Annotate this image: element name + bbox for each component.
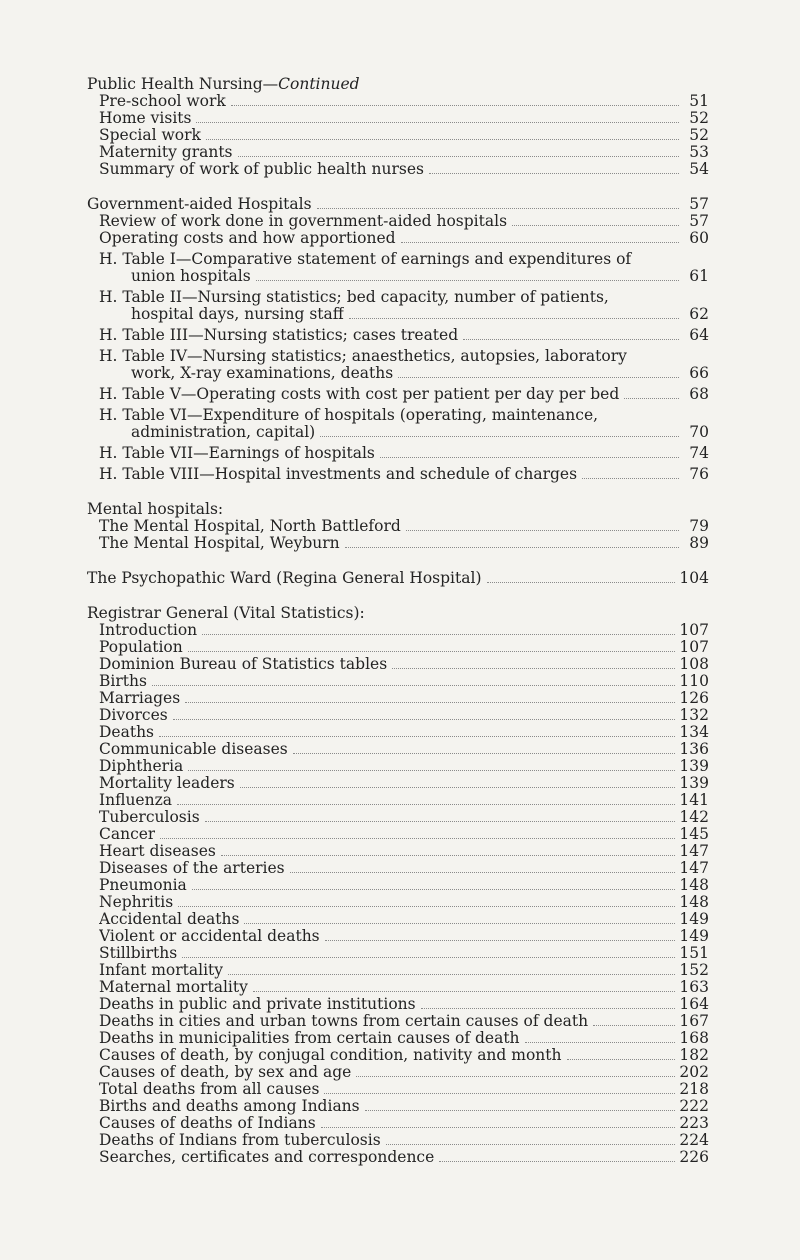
dot-leader bbox=[185, 701, 675, 703]
page-number: 139 bbox=[679, 757, 709, 775]
entry-label: Population bbox=[99, 639, 183, 656]
toc-entry bbox=[99, 518, 709, 535]
page-number: 152 bbox=[679, 961, 709, 979]
entry-label: Deaths in public and private institutions bbox=[99, 996, 416, 1013]
dot-leader bbox=[463, 338, 679, 340]
page-number: 151 bbox=[679, 944, 709, 962]
dot-leader bbox=[439, 1160, 675, 1162]
entry-label: The Mental Hospital, North Battleford bbox=[99, 518, 401, 535]
toc-entry bbox=[99, 639, 709, 656]
dot-leader bbox=[386, 1143, 676, 1145]
entry-label: The Mental Hospital, Weyburn bbox=[99, 535, 340, 552]
page-number: 68 bbox=[689, 385, 709, 403]
toc-entry bbox=[99, 877, 709, 894]
page-number: 218 bbox=[679, 1080, 709, 1098]
dot-leader bbox=[192, 888, 676, 890]
toc-entry bbox=[99, 622, 709, 639]
page-number: 149 bbox=[679, 910, 709, 928]
page-number: 110 bbox=[679, 672, 709, 690]
dot-leader bbox=[177, 803, 675, 805]
entry-label: union hospitals bbox=[131, 268, 251, 285]
dot-leader bbox=[365, 1109, 676, 1111]
page-number: 79 bbox=[689, 517, 709, 535]
page-number: 142 bbox=[679, 808, 709, 826]
toc-entry bbox=[99, 386, 709, 403]
page-number: 51 bbox=[689, 92, 709, 110]
toc-entry bbox=[99, 928, 709, 945]
page-number: 66 bbox=[689, 364, 709, 382]
toc-entry bbox=[99, 1132, 709, 1149]
page-number: 202 bbox=[679, 1063, 709, 1081]
page-number: 60 bbox=[689, 229, 709, 247]
dot-leader bbox=[231, 104, 679, 106]
entry-list bbox=[99, 622, 709, 1166]
page-number: 74 bbox=[689, 444, 709, 462]
toc-entry bbox=[99, 860, 709, 877]
entry-label: administration, capital) bbox=[131, 424, 316, 441]
entry-label: Communicable diseases bbox=[99, 741, 288, 758]
entry-label: H. Table VII—Earnings of hospitals bbox=[99, 445, 375, 462]
entry-label: The Psychopathic Ward (Regina General Hospital) bbox=[87, 570, 482, 587]
entry-label-line1: H. Table II—Nursing statistics; bed capacity, number of patients, bbox=[99, 288, 609, 306]
page-number: 148 bbox=[679, 893, 709, 911]
entry-label: H. Table III—Nursing statistics; cases treated bbox=[99, 327, 459, 344]
entry-label: Total deaths from all causes bbox=[99, 1081, 320, 1098]
page-number: 167 bbox=[679, 1012, 709, 1030]
page-number: 52 bbox=[689, 126, 709, 144]
dot-leader bbox=[240, 786, 676, 788]
page-number: 52 bbox=[689, 109, 709, 127]
entry-label: Causes of deaths of Indians bbox=[99, 1115, 316, 1132]
entry-label-line1: H. Table IV—Nursing statistics; anaesthetics, autopsies, laboratory bbox=[99, 347, 627, 365]
page-number: 132 bbox=[679, 706, 709, 724]
entry-label: Dominion Bureau of Statistics tables bbox=[99, 656, 388, 673]
entry-label: Deaths bbox=[99, 724, 155, 741]
page-number: 136 bbox=[679, 740, 709, 758]
entry-label: Infant mortality bbox=[99, 962, 224, 979]
entry-label: H. Table VIII—Hospital investments and schedule of charges bbox=[99, 466, 578, 483]
toc-entry bbox=[99, 110, 709, 127]
toc-entry bbox=[131, 268, 709, 285]
toc-entry bbox=[131, 424, 709, 441]
page-number: 164 bbox=[679, 995, 709, 1013]
dot-leader bbox=[205, 820, 676, 822]
page-number: 147 bbox=[679, 859, 709, 877]
entry-label: Tuberculosis bbox=[99, 809, 200, 826]
page-number: 224 bbox=[679, 1131, 709, 1149]
toc-entry bbox=[99, 962, 709, 979]
dot-leader bbox=[421, 1007, 676, 1009]
section-heading: Government-aided Hospitals bbox=[87, 196, 312, 213]
page-number: 126 bbox=[679, 689, 709, 707]
dot-leader bbox=[593, 1024, 675, 1026]
dot-leader bbox=[321, 1126, 676, 1128]
section-heading-row bbox=[87, 196, 709, 213]
toc-entry bbox=[99, 1013, 709, 1030]
dot-leader bbox=[178, 905, 675, 907]
dot-leader bbox=[159, 735, 675, 737]
section-psychopathic-ward bbox=[87, 570, 709, 587]
dot-leader bbox=[380, 456, 679, 458]
section-government-aided-hospitals bbox=[87, 196, 709, 483]
entry-label: Stillbirths bbox=[99, 945, 178, 962]
page-number: 54 bbox=[689, 160, 709, 178]
entry-label: Maternity grants bbox=[99, 144, 233, 161]
toc-entry bbox=[99, 1149, 709, 1166]
toc-entry bbox=[99, 826, 709, 843]
toc-entry bbox=[99, 792, 709, 809]
entry-label: Diphtheria bbox=[99, 758, 184, 775]
entry-label: Violent or accidental deaths bbox=[99, 928, 320, 945]
dot-leader bbox=[228, 973, 675, 975]
dot-leader bbox=[256, 279, 679, 281]
entry-label: Operating costs and how apportioned bbox=[99, 230, 396, 247]
entry-label: Review of work done in government-aided hospitals bbox=[99, 213, 508, 230]
entry-label: Marriages bbox=[99, 690, 181, 707]
dot-leader bbox=[244, 922, 675, 924]
dot-leader bbox=[324, 1092, 675, 1094]
entry-label: hospital days, nursing staff bbox=[131, 306, 344, 323]
toc-entry bbox=[99, 809, 709, 826]
toc-entry bbox=[99, 741, 709, 758]
entry-label-line1: H. Table VI—Expenditure of hospitals (operating, maintenance, bbox=[99, 406, 599, 424]
entry-label: Home visits bbox=[99, 110, 192, 127]
toc-entry bbox=[131, 306, 709, 323]
dot-leader bbox=[320, 435, 679, 437]
entry-label: Maternal mortality bbox=[99, 979, 248, 996]
page-number: 70 bbox=[689, 423, 709, 441]
page-number: 139 bbox=[679, 774, 709, 792]
toc-entry bbox=[99, 724, 709, 741]
page-number: 53 bbox=[689, 143, 709, 161]
toc-entry-multiline bbox=[99, 289, 709, 323]
section-heading: Registrar General (Vital Statistics): bbox=[87, 605, 365, 622]
toc-entry bbox=[99, 690, 709, 707]
entry-label: Pre-school work bbox=[99, 93, 226, 110]
page-number: 223 bbox=[679, 1114, 709, 1132]
entry-label: Summary of work of public health nurses bbox=[99, 161, 424, 178]
toc-entry bbox=[99, 327, 709, 344]
toc-entry bbox=[99, 161, 709, 178]
page-number: 168 bbox=[679, 1029, 709, 1047]
table-of-contents-page bbox=[87, 76, 709, 1184]
toc-entry bbox=[99, 535, 709, 552]
section-public-health-nursing bbox=[87, 76, 709, 178]
page-number: 61 bbox=[689, 267, 709, 285]
entry-label: Deaths in municipalities from certain causes of death bbox=[99, 1030, 520, 1047]
dot-leader bbox=[525, 1041, 676, 1043]
dot-leader bbox=[325, 939, 676, 941]
entry-label: Pneumonia bbox=[99, 877, 187, 894]
toc-entry bbox=[99, 758, 709, 775]
page-number: 89 bbox=[689, 534, 709, 552]
entry-label: Diseases of the arteries bbox=[99, 860, 285, 877]
toc-entry bbox=[99, 1098, 709, 1115]
entry-label: Births and deaths among Indians bbox=[99, 1098, 360, 1115]
entry-list bbox=[99, 213, 709, 247]
toc-entry bbox=[99, 979, 709, 996]
dot-leader bbox=[406, 529, 679, 531]
entry-label: Causes of death, by sex and age bbox=[99, 1064, 352, 1081]
entry-label: Searches, certificates and correspondence bbox=[99, 1149, 435, 1166]
page-number: 182 bbox=[679, 1046, 709, 1064]
section-heading: Public Health Nursing—Continued bbox=[87, 76, 360, 93]
dot-leader bbox=[290, 871, 676, 873]
entry-label: work, X-ray examinations, deaths bbox=[131, 365, 394, 382]
toc-entry bbox=[99, 673, 709, 690]
dot-leader bbox=[317, 207, 679, 209]
entry-label: Mortality leaders bbox=[99, 775, 235, 792]
dot-leader bbox=[567, 1058, 676, 1060]
dot-leader bbox=[188, 769, 675, 771]
section-mental-hospitals bbox=[87, 501, 709, 552]
dot-leader bbox=[206, 138, 679, 140]
entry-label: H. Table V—Operating costs with cost per patient per day per bed bbox=[99, 386, 620, 403]
toc-entry bbox=[99, 466, 709, 483]
page-number: 62 bbox=[689, 305, 709, 323]
toc-entry bbox=[99, 911, 709, 928]
page-number: 222 bbox=[679, 1097, 709, 1115]
dot-leader bbox=[429, 172, 679, 174]
page-number: 107 bbox=[679, 621, 709, 639]
dot-leader bbox=[356, 1075, 675, 1077]
toc-entry bbox=[99, 213, 709, 230]
page-number: 163 bbox=[679, 978, 709, 996]
toc-entry bbox=[99, 1030, 709, 1047]
dot-leader bbox=[253, 990, 676, 992]
entry-label: Influenza bbox=[99, 792, 172, 809]
dot-leader bbox=[173, 718, 676, 720]
toc-entry bbox=[131, 365, 709, 382]
dot-leader bbox=[188, 650, 676, 652]
page-number: 147 bbox=[679, 842, 709, 860]
dot-leader bbox=[293, 752, 676, 754]
entry-list bbox=[99, 93, 709, 178]
dot-leader bbox=[196, 121, 679, 123]
toc-entry bbox=[99, 945, 709, 962]
entry-label: Deaths of Indians from tuberculosis bbox=[99, 1132, 381, 1149]
entry-label-line1: H. Table I—Comparative statement of earnings and expenditures of bbox=[99, 250, 632, 268]
dot-leader bbox=[349, 317, 679, 319]
entry-label: Births bbox=[99, 673, 147, 690]
dot-leader bbox=[238, 155, 679, 157]
page-number: 76 bbox=[689, 465, 709, 483]
toc-entry-multiline bbox=[99, 251, 709, 285]
page-number: 64 bbox=[689, 326, 709, 344]
dot-leader bbox=[221, 854, 676, 856]
page-number: 226 bbox=[679, 1148, 709, 1166]
page-number: 134 bbox=[679, 723, 709, 741]
toc-entry bbox=[99, 1047, 709, 1064]
page-number: 108 bbox=[679, 655, 709, 673]
section-registrar-general bbox=[87, 605, 709, 1166]
dot-leader bbox=[392, 667, 675, 669]
dot-leader bbox=[152, 684, 675, 686]
toc-entry bbox=[99, 1064, 709, 1081]
page-number: 107 bbox=[679, 638, 709, 656]
entry-label: Cancer bbox=[99, 826, 156, 843]
toc-entry bbox=[99, 656, 709, 673]
entry-label: Introduction bbox=[99, 622, 198, 639]
toc-entry bbox=[99, 144, 709, 161]
entry-label: Deaths in cities and urban towns from certain causes of death bbox=[99, 1013, 589, 1030]
entry-label: Causes of death, by conjugal condition, nativity and month bbox=[99, 1047, 562, 1064]
toc-entry bbox=[99, 1081, 709, 1098]
entry-label: Accidental deaths bbox=[99, 911, 240, 928]
page-number: 57 bbox=[689, 195, 709, 213]
table-entry-list bbox=[99, 251, 709, 483]
toc-entry bbox=[99, 775, 709, 792]
toc-entry bbox=[99, 445, 709, 462]
entry-label: Nephritis bbox=[99, 894, 174, 911]
page-number: 149 bbox=[679, 927, 709, 945]
entry-label: Divorces bbox=[99, 707, 168, 724]
toc-entry-multiline bbox=[99, 407, 709, 441]
toc-entry-multiline bbox=[99, 348, 709, 382]
page-number: 145 bbox=[679, 825, 709, 843]
toc-entry bbox=[99, 996, 709, 1013]
dot-leader bbox=[401, 241, 679, 243]
dot-leader bbox=[512, 224, 679, 226]
toc-entry bbox=[99, 127, 709, 144]
page-number: 57 bbox=[689, 212, 709, 230]
toc-entry bbox=[99, 1115, 709, 1132]
dot-leader bbox=[624, 397, 679, 399]
dot-leader bbox=[182, 956, 675, 958]
entry-list bbox=[99, 518, 709, 552]
dot-leader bbox=[160, 837, 675, 839]
dot-leader bbox=[487, 581, 676, 583]
section-heading: Mental hospitals: bbox=[87, 501, 224, 518]
dot-leader bbox=[345, 546, 679, 548]
dot-leader bbox=[582, 477, 679, 479]
page-number: 141 bbox=[679, 791, 709, 809]
entry-label: Special work bbox=[99, 127, 201, 144]
toc-entry bbox=[99, 707, 709, 724]
toc-entry bbox=[99, 93, 709, 110]
page-number: 148 bbox=[679, 876, 709, 894]
dot-leader bbox=[398, 376, 679, 378]
entry-label: Heart diseases bbox=[99, 843, 216, 860]
toc-entry bbox=[87, 570, 709, 587]
toc-entry bbox=[99, 843, 709, 860]
toc-entry bbox=[99, 230, 709, 247]
dot-leader bbox=[202, 633, 675, 635]
toc-entry bbox=[99, 894, 709, 911]
page-number: 104 bbox=[679, 569, 709, 587]
